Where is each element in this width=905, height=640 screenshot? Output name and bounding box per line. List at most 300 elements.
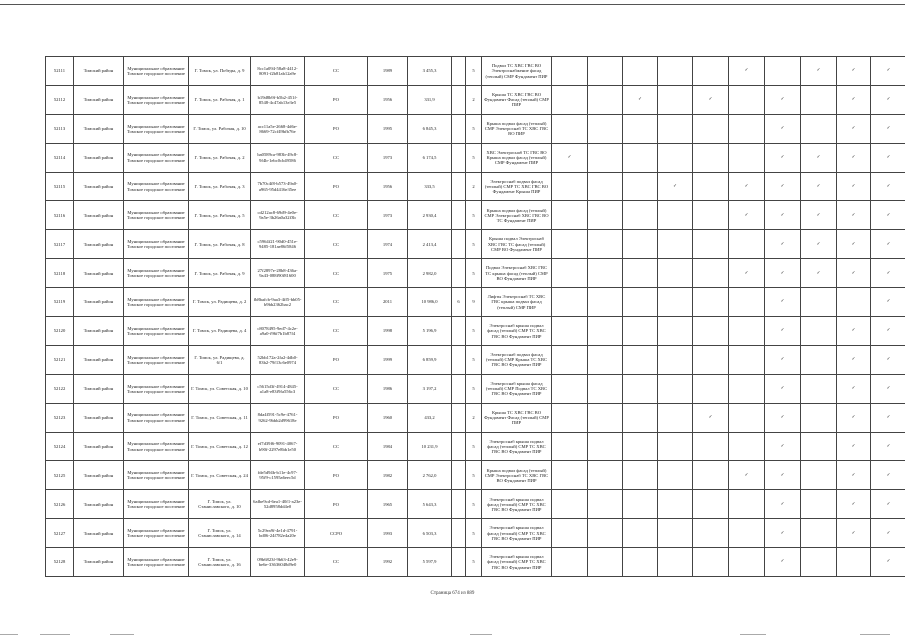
check-col-3: [623, 461, 658, 490]
fund-method: СС: [305, 548, 368, 577]
row-number: 52116: [46, 201, 74, 230]
floors: 5: [466, 114, 482, 143]
check-col-2: [588, 519, 623, 548]
district-name: Томский район: [74, 259, 124, 288]
check-col-1: [552, 85, 588, 114]
check-col-2: [588, 345, 623, 374]
house-guid: ba0589ca-983b-49c8-9f4b-1ebc0cb49586: [251, 143, 305, 172]
check-col-8: [801, 432, 837, 461]
check-col-5: [693, 490, 729, 519]
floors: 5: [466, 461, 482, 490]
build-year: 1995: [368, 114, 408, 143]
check-col-10: ✓: [871, 432, 905, 461]
table-row: [46, 345, 905, 374]
check-col-1: [552, 201, 588, 230]
check-col-6: [729, 519, 765, 548]
works-list: Подвал Электроснаб ХВС ГВС ТС крыша фасад (теплый) СМР ВО Фундамент ПИР: [482, 259, 552, 288]
owner-name: Муниципальное образование Томское городское поселение: [124, 548, 189, 577]
build-year: 1975: [368, 259, 408, 288]
check-col-7: ✓: [765, 114, 801, 143]
build-year: 1998: [368, 317, 408, 346]
address: Г. Томск, ул. Победы, д. 9: [189, 57, 251, 86]
check-col-5: [693, 374, 729, 403]
check-col-6: ✓: [729, 172, 765, 201]
check-col-9: ✓: [837, 490, 871, 519]
column-e: [452, 490, 466, 519]
total-area: 6 859,9: [408, 345, 452, 374]
check-col-9: ✓: [837, 519, 871, 548]
build-year: 1992: [368, 548, 408, 577]
house-guid: b19d8b9f-b5b2-451f-8548-4c47ab13e3e5: [251, 85, 305, 114]
check-col-5: ✓: [693, 403, 729, 432]
floors: 2: [466, 85, 482, 114]
district-name: Томский район: [74, 288, 124, 317]
build-year: 1982: [368, 461, 408, 490]
column-e: [452, 317, 466, 346]
check-col-2: [588, 548, 623, 577]
total-area: 2 930,4: [408, 201, 452, 230]
address: Г. Томск, ул. Станиславского, д. 14: [189, 519, 251, 548]
check-col-5: [693, 345, 729, 374]
column-e: [452, 548, 466, 577]
check-col-7: ✓: [765, 548, 801, 577]
works-list: Электроснаб подвал фасад (теплый) СМР ТС ХВС ГВС ВО Фундамент Крыша ПИР: [482, 172, 552, 201]
total-area: 6 174,5: [408, 143, 452, 172]
fund-method: СС: [305, 317, 368, 346]
works-list: Электроснаб подвал фасад (теплый) СМР Крыша ТС ХВС ГВС ВО Фундамент ПИР: [482, 345, 552, 374]
row-number: 52111: [46, 57, 74, 86]
total-area: 2 413,4: [408, 230, 452, 259]
check-col-3: [623, 114, 658, 143]
table-row: [46, 230, 905, 259]
address: Г. Томск, ул. Станиславского, д. 16: [189, 548, 251, 577]
total-area: 433,2: [408, 403, 452, 432]
check-col-4: [658, 490, 693, 519]
page-number: Страница 674 из 889: [430, 591, 475, 596]
row-number: 52112: [46, 85, 74, 114]
check-col-7: ✓: [765, 143, 801, 172]
check-col-1: [552, 548, 588, 577]
build-year: 1956: [368, 172, 408, 201]
check-col-8: [801, 317, 837, 346]
check-col-7: ✓: [765, 374, 801, 403]
check-col-2: [588, 288, 623, 317]
district-name: Томский район: [74, 57, 124, 86]
check-col-4: [658, 403, 693, 432]
check-col-8: [801, 519, 837, 548]
check-col-3: [623, 201, 658, 230]
build-year: 1984: [368, 432, 408, 461]
floors: 9: [466, 288, 482, 317]
check-col-2: [588, 143, 623, 172]
column-e: [452, 172, 466, 201]
check-col-4: [658, 143, 693, 172]
check-col-2: [588, 114, 623, 143]
check-col-8: [801, 288, 837, 317]
fund-method: СС: [305, 288, 368, 317]
address: Г. Томск, ул. Рабочая, д. 9: [189, 259, 251, 288]
check-col-1: [552, 288, 588, 317]
check-col-3: ✓: [623, 85, 658, 114]
check-col-7: ✓: [765, 490, 801, 519]
check-col-1: ✓: [552, 143, 588, 172]
check-col-1: [552, 317, 588, 346]
top-border-lines: [0, 4, 905, 12]
row-number: 52124: [46, 432, 74, 461]
check-col-8: [801, 403, 837, 432]
check-col-6: ✓: [729, 259, 765, 288]
check-col-10: ✓: [871, 85, 905, 114]
check-col-9: ✓: [837, 461, 871, 490]
check-col-8: [801, 490, 837, 519]
owner-name: Муниципальное образование Томское городское поселение: [124, 432, 189, 461]
row-number: 52123: [46, 403, 74, 432]
table-row: [46, 317, 905, 346]
total-area: 2 762,0: [408, 461, 452, 490]
table-row: [46, 519, 905, 548]
house-guid: ef7d39f6-9091-4067-b90f-2297e8bb1e50: [251, 432, 305, 461]
row-number: 52122: [46, 374, 74, 403]
check-col-1: [552, 461, 588, 490]
column-e: [452, 374, 466, 403]
check-col-6: [729, 548, 765, 577]
check-col-1: [552, 345, 588, 374]
check-col-8: ✓: [801, 172, 837, 201]
check-col-8: [801, 114, 837, 143]
floors: 5: [466, 548, 482, 577]
total-area: 2 982,0: [408, 259, 452, 288]
check-col-4: [658, 432, 693, 461]
check-col-1: [552, 519, 588, 548]
build-year: 1965: [368, 490, 408, 519]
floors: 5: [466, 374, 482, 403]
check-col-9: ✓: [837, 57, 871, 86]
check-col-8: ✓: [801, 143, 837, 172]
check-col-9: ✓: [837, 403, 871, 432]
house-guid: 8cc1a094-58a8-4412-8091-f2b81ab12a9e: [251, 57, 305, 86]
table-row: [46, 143, 905, 172]
row-number: 52117: [46, 230, 74, 259]
check-col-9: ✓: [837, 85, 871, 114]
table-row: [46, 432, 905, 461]
total-area: 6 845,3: [408, 114, 452, 143]
owner-name: Муниципальное образование Томское городское поселение: [124, 85, 189, 114]
house-guid: 52bb172a-2fa2-4db0-83b2-79f13c6e0974: [251, 345, 305, 374]
column-e: [452, 432, 466, 461]
build-year: 2011: [368, 288, 408, 317]
check-col-5: [693, 461, 729, 490]
row-number: 52127: [46, 519, 74, 548]
check-col-10: ✓: [871, 114, 905, 143]
row-number: 52113: [46, 114, 74, 143]
check-col-6: [729, 490, 765, 519]
column-e: [452, 230, 466, 259]
check-col-2: [588, 85, 623, 114]
check-col-4: [658, 114, 693, 143]
floors: 5: [466, 519, 482, 548]
fund-method: РО: [305, 172, 368, 201]
floors: 2: [466, 403, 482, 432]
check-col-6: [729, 85, 765, 114]
works-list: Крыша ТС ХВС ГВС ВО Фундамент Фасад (теплый) СМР ПИР: [482, 403, 552, 432]
table-row: [46, 57, 905, 86]
works-list: Подвал ТС ХВС ГВС ВО Электроснабжение фасад (теплый) СМР Фундамент ПИР: [482, 57, 552, 86]
check-col-3: [623, 259, 658, 288]
floors: 2: [466, 172, 482, 201]
floors: 5: [466, 230, 482, 259]
check-col-7: ✓: [765, 345, 801, 374]
check-col-10: ✓: [871, 374, 905, 403]
check-col-10: ✓: [871, 259, 905, 288]
check-col-9: ✓: [837, 114, 871, 143]
fund-method: ССРО: [305, 519, 368, 548]
check-col-8: ✓: [801, 57, 837, 86]
check-col-5: [693, 172, 729, 201]
table-row: [46, 288, 905, 317]
check-col-9: ✓: [837, 259, 871, 288]
check-col-6: [729, 345, 765, 374]
build-year: 1973: [368, 201, 408, 230]
owner-name: Муниципальное образование Томское городское поселение: [124, 403, 189, 432]
check-col-7: ✓: [765, 201, 801, 230]
total-area: 10 231,9: [408, 432, 452, 461]
district-name: Томский район: [74, 317, 124, 346]
address: Г. Томск, ул. Рабочая, д. 3: [189, 172, 251, 201]
check-col-3: [623, 143, 658, 172]
row-number: 52115: [46, 172, 74, 201]
column-e: [452, 461, 466, 490]
check-col-5: [693, 114, 729, 143]
table-row: [46, 403, 905, 432]
floors: 5: [466, 317, 482, 346]
fund-method: РО: [305, 85, 368, 114]
check-col-1: [552, 57, 588, 86]
check-col-6: [729, 403, 765, 432]
house-guid: 27f2897e-28b8-436a-9a43-088f90f81600: [251, 259, 305, 288]
house-guid: c8078495-9ed7-4c2e-a9a0-f96f7b1b87f4: [251, 317, 305, 346]
table-row: [46, 374, 905, 403]
check-col-4: ✓: [658, 172, 693, 201]
house-guid: 5c29ea9f-4e1d-4791-bd06-24f782e4a20e: [251, 519, 305, 548]
row-number: 52114: [46, 143, 74, 172]
check-col-2: [588, 490, 623, 519]
check-col-10: ✓: [871, 519, 905, 548]
check-col-9: ✓: [837, 143, 871, 172]
check-col-7: ✓: [765, 317, 801, 346]
fund-method: РО: [305, 490, 368, 519]
check-col-10: ✓: [871, 403, 905, 432]
floors: 5: [466, 57, 482, 86]
works-list: ХВС Электроснаб ТС ГВС ВО Крыша подвал фасад (теплый) СМР Фундамент ПИР: [482, 143, 552, 172]
total-area: 6 503,3: [408, 519, 452, 548]
build-year: 1986: [368, 374, 408, 403]
district-name: Томский район: [74, 490, 124, 519]
check-col-7: ✓: [765, 519, 801, 548]
check-col-6: ✓: [729, 461, 765, 490]
check-col-3: [623, 374, 658, 403]
column-e: [452, 85, 466, 114]
check-col-8: ✓: [801, 259, 837, 288]
column-e: [452, 345, 466, 374]
fund-method: СС: [305, 230, 368, 259]
owner-name: Муниципальное образование Томское городское поселение: [124, 201, 189, 230]
bottom-scan-marks: [0, 634, 905, 638]
check-col-5: [693, 288, 729, 317]
district-name: Томский район: [74, 519, 124, 548]
column-e: [452, 201, 466, 230]
check-col-5: [693, 519, 729, 548]
owner-name: Муниципальное образование Томское городское поселение: [124, 345, 189, 374]
check-col-1: [552, 432, 588, 461]
top-rule: [0, 4, 905, 5]
build-year: 1999: [368, 345, 408, 374]
row-number: 52126: [46, 490, 74, 519]
works-list: Электроснаб крыша подвал фасад (теплый) СМР ТС ХВС ГВС ВО Фундамент ПИР: [482, 548, 552, 577]
works-list: Электроснаб крыша подвал фасад (теплый) СМР ТС ХВС ГВС ВО Фундамент ПИР: [482, 519, 552, 548]
check-col-1: [552, 490, 588, 519]
district-name: Томский район: [74, 374, 124, 403]
house-guid: 8da4f591-5c9e-4761-9262-9bbb2d99618e: [251, 403, 305, 432]
address: Г. Томск, ул. Рабочая, д. 5: [189, 201, 251, 230]
check-col-6: ✓: [729, 57, 765, 86]
check-col-8: ✓: [801, 230, 837, 259]
owner-name: Муниципальное образование Томское городское поселение: [124, 461, 189, 490]
check-col-9: ✓: [837, 317, 871, 346]
column-e: [452, 403, 466, 432]
check-col-10: ✓: [871, 143, 905, 172]
check-col-5: [693, 230, 729, 259]
district-name: Томский район: [74, 85, 124, 114]
check-col-10: ✓: [871, 490, 905, 519]
check-col-3: [623, 230, 658, 259]
check-col-10: ✓: [871, 548, 905, 577]
check-col-5: [693, 259, 729, 288]
check-col-6: [729, 432, 765, 461]
address: Г. Томск, ул. Советская, д. 11: [189, 403, 251, 432]
works-list: Крыша ТС ХВС ГВС ВО Фундамент Фасад (теплый) СМР ПИР: [482, 85, 552, 114]
check-col-1: [552, 114, 588, 143]
check-col-8: [801, 461, 837, 490]
check-col-3: [623, 548, 658, 577]
check-col-8: [801, 345, 837, 374]
district-name: Томский район: [74, 403, 124, 432]
check-col-5: ✓: [693, 85, 729, 114]
column-e: [452, 259, 466, 288]
check-col-4: [658, 374, 693, 403]
total-area: 5 196,9: [408, 317, 452, 346]
check-col-1: [552, 403, 588, 432]
table-row: [46, 461, 905, 490]
check-col-7: ✓: [765, 403, 801, 432]
check-col-9: ✓: [837, 432, 871, 461]
fund-method: СС: [305, 432, 368, 461]
floors: 5: [466, 345, 482, 374]
address: Г. Томск, ул. Рабочая, д. 8: [189, 230, 251, 259]
check-col-2: [588, 317, 623, 346]
floors: 5: [466, 490, 482, 519]
check-col-7: ✓: [765, 259, 801, 288]
district-name: Томский район: [74, 345, 124, 374]
check-col-6: [729, 317, 765, 346]
check-col-6: [729, 288, 765, 317]
house-guid: 6afbe9cd-6ea1-40f1-a23e-52d8958dd4e0: [251, 490, 305, 519]
check-col-4: [658, 288, 693, 317]
check-col-8: [801, 85, 837, 114]
check-col-8: [801, 548, 837, 577]
check-col-5: [693, 143, 729, 172]
check-col-4: [658, 519, 693, 548]
check-col-4: [658, 201, 693, 230]
address: Г. Томск, ул. Радищева, д. 4: [189, 317, 251, 346]
check-col-1: [552, 172, 588, 201]
works-list: Электроснаб крыша фасад (теплый) СМР Подвал ТС ХВС ГВС ВО Фундамент ПИР: [482, 374, 552, 403]
row-number: 52121: [46, 345, 74, 374]
check-col-6: [729, 374, 765, 403]
check-col-5: [693, 548, 729, 577]
check-col-10: ✓: [871, 172, 905, 201]
row-number: 52120: [46, 317, 74, 346]
district-name: Томский район: [74, 172, 124, 201]
check-col-3: [623, 172, 658, 201]
address: Г. Томск, ул. Радищева, д. 2: [189, 288, 251, 317]
table-row: [46, 114, 905, 143]
row-number: 52128: [46, 548, 74, 577]
housing-register-table: [45, 56, 905, 577]
check-col-2: [588, 432, 623, 461]
district-name: Томский район: [74, 230, 124, 259]
fund-method: СС: [305, 143, 368, 172]
check-col-7: ✓: [765, 432, 801, 461]
owner-name: Муниципальное образование Томское городское поселение: [124, 57, 189, 86]
address: Г. Томск, ул. Станиславского, д. 10: [189, 490, 251, 519]
district-name: Томский район: [74, 143, 124, 172]
check-col-1: [552, 230, 588, 259]
row-number: 52125: [46, 461, 74, 490]
check-col-3: [623, 288, 658, 317]
check-col-3: [623, 432, 658, 461]
row-number: 52119: [46, 288, 74, 317]
table-row: [46, 259, 905, 288]
owner-name: Муниципальное образование Томское городское поселение: [124, 519, 189, 548]
build-year: 1989: [368, 57, 408, 86]
check-col-9: [837, 288, 871, 317]
check-col-4: [658, 345, 693, 374]
total-area: 5 643,3: [408, 490, 452, 519]
check-col-4: [658, 461, 693, 490]
fund-method: РО: [305, 345, 368, 374]
floors: 5: [466, 259, 482, 288]
check-col-9: ✓: [837, 345, 871, 374]
address: Г. Томск, ул. Советская, д. 10: [189, 374, 251, 403]
district-name: Томский район: [74, 548, 124, 577]
fund-method: СС: [305, 259, 368, 288]
build-year: 1956: [368, 85, 408, 114]
check-col-3: [623, 57, 658, 86]
check-col-5: [693, 201, 729, 230]
check-col-9: [837, 548, 871, 577]
table-row: [46, 85, 905, 114]
owner-name: Муниципальное образование Томское городское поселение: [124, 374, 189, 403]
works-list: Крыша подвал Электроснаб ХВС ГВС ТС фасад (теплый) СМР ВО Фундамент ПИР: [482, 230, 552, 259]
house-guid: cd212ac8-69d9-4e0e-9a5e-3b26a0a32f3b: [251, 201, 305, 230]
district-name: Томский район: [74, 201, 124, 230]
district-name: Томский район: [74, 432, 124, 461]
total-area: 3 197,2: [408, 374, 452, 403]
house-guid: 7b70c4f8-b573-49a0-a965-95d4416e35ee: [251, 172, 305, 201]
check-col-10: ✓: [871, 461, 905, 490]
check-col-10: ✓: [871, 345, 905, 374]
check-col-9: ✓: [837, 201, 871, 230]
